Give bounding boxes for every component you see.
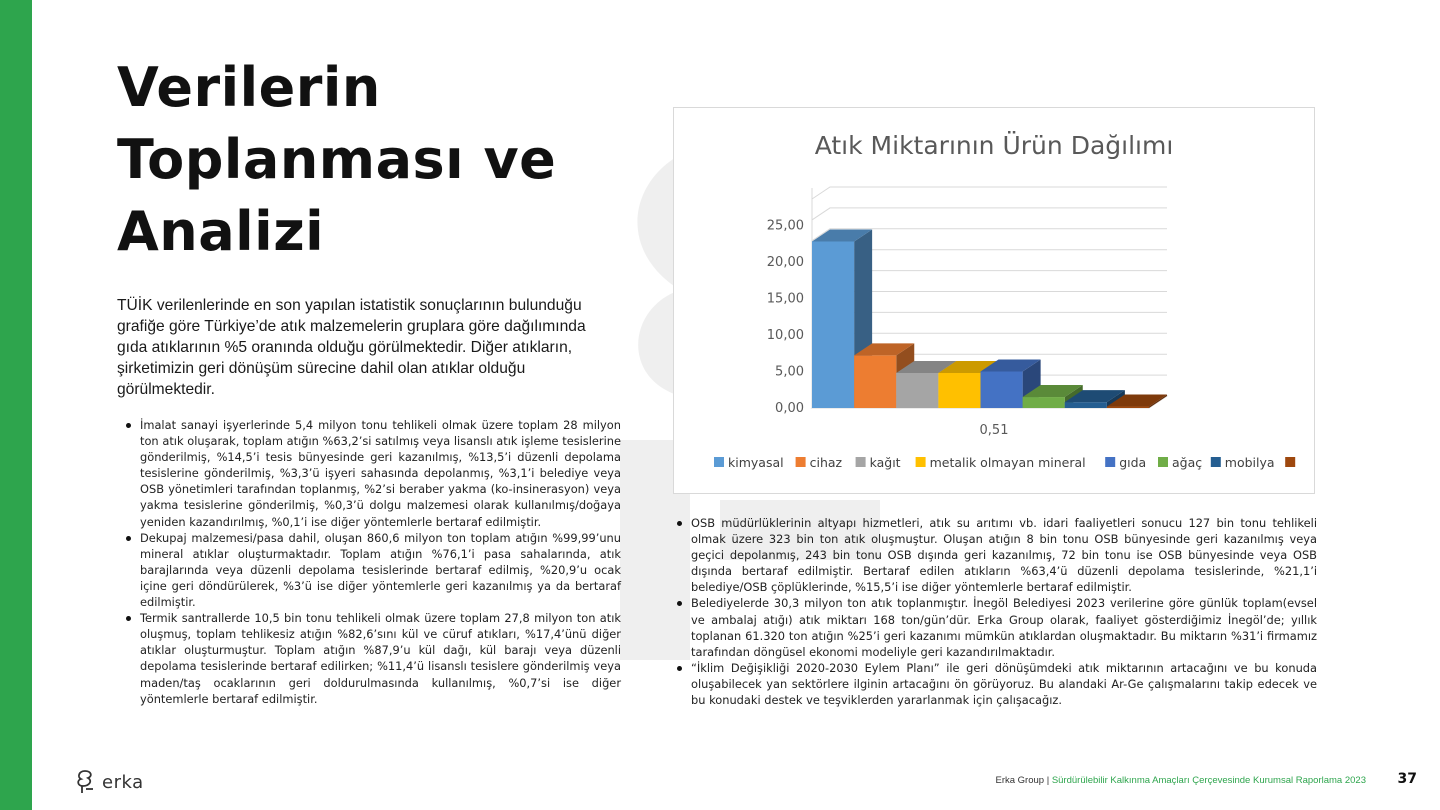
chart-title: Atık Miktarının Ürün Dağılımı <box>814 131 1174 160</box>
chart-y-tick-label: 15,00 <box>766 291 804 307</box>
legend-label: kimyasal <box>728 455 784 470</box>
title-line: Analizi <box>117 200 325 263</box>
chart-y-tick-label: 0,00 <box>775 401 804 416</box>
list-item: “İklim Değişikliği 2020-2030 Eylem Planı” ile geri dönüşümdeki atık miktarının artacağını ve bu konuda oluşabilecek yan sektörlere ilginin artacağını ön görüyoruz. Bu alandaki Ar-Ge çalışmalarını takip edecek ve bu konudaki destek ve teşviklerden yararlanmak için çalışacağız. <box>672 660 1317 708</box>
legend-swatch <box>1211 457 1221 467</box>
legend-label: gıda <box>1119 455 1147 470</box>
chart-bars <box>812 229 1167 408</box>
legend-swatch <box>856 457 866 467</box>
footer-logo-text: erka <box>102 771 144 793</box>
chart-legend <box>714 455 1295 470</box>
intro-paragraph: TÜİK verilenlerinde en son yapılan istatistik sonuçlarının bulunduğu grafiğe göre Türkiye’de atık malzemelerin gruplara göre dağılımında gıda atıklarının %5 oranında olduğu görülmektedir. Diğer atıkların, şirketimizin geri dönüşüm sürecine dahil olan atıklar olduğu görülmektedir. <box>117 297 586 398</box>
list-item: Termik santrallerde 10,5 bin tonu tehlikeli olmak üzere toplam 27,8 milyon ton atık oluşmuş, toplam tehlikesiz atığın %82,6’sını kül ve cüruf atıkları, %17,4’ünü diğer atıklar oluşturmuştur. Toplam atığın %87,9’u kül dağı, kül barajı veya düzenli depolama tesislerinde bertaraf edilirken; %11,4’ü lisanslı tesislere gönderilmiş veya maden/taş ocaklarının geri doldurulmasında kullanılmış, %0,7’si ise diğer yöntemlerle bertaraf edilmiştir. <box>121 610 621 707</box>
chart-bar <box>1023 397 1065 408</box>
legend-label: mobilya <box>1224 455 1275 470</box>
title-line: Verilerin <box>117 56 381 119</box>
chart-y-tick-label: 5,00 <box>775 364 804 380</box>
page-number: 37 <box>1397 771 1417 787</box>
legend-label: ağaç <box>1172 455 1203 470</box>
chart-y-tick-label: 10,00 <box>766 327 804 343</box>
left-bullet-list <box>121 417 621 707</box>
footer-caption <box>995 775 1366 786</box>
chart-gridline <box>812 208 1167 220</box>
chart-bar <box>1107 407 1149 408</box>
chart-gridline <box>812 187 1167 199</box>
chart-bar <box>981 371 1023 408</box>
chart-bar <box>896 373 938 408</box>
title-line: Toplanması ve <box>117 128 557 191</box>
chart-bar <box>854 355 896 408</box>
legend-label: metalik olmayan mineral <box>929 455 1086 470</box>
footer-separator: | <box>1046 775 1050 786</box>
erka-logo-icon <box>72 769 98 795</box>
chart-y-axis <box>767 218 804 416</box>
legend-label: cihaz <box>809 455 843 470</box>
chart-y-tick-label: 25,00 <box>766 218 804 234</box>
legend-swatch <box>796 457 806 467</box>
side-accent-bar <box>0 0 32 810</box>
chart-canvas <box>674 108 1314 493</box>
list-item: İmalat sanayi işyerlerinde 5,4 milyon tonu tehlikeli olmak üzere toplam 28 milyon ton atık oluşarak, toplam atığın %63,2’si satılmış veya lisanslı atık işleme tesislerine gönderilmiş, %14,5’i tesis bünyesinde geri kazanılmış, %13,5’i düzenli depolama tesislerine gönderilmiş, %3,3’ü işyeri sahasında depolanmış, %3,1’i belediye veya OSB yönetimleri tarafından toplanmış, %2’si beraber yakma (ko-insinerasyon) veya yakma tesislerine gönderilmiş, %0,3’ü dolgu malzemesi olarak kullanılmış/doğaya yeniden kazandırılmış, %0,1’i ise diğer yöntemlerle bertaraf edilmiştir. <box>121 417 621 530</box>
chart-bar <box>1065 402 1107 408</box>
waste-distribution-chart <box>673 107 1315 494</box>
page-title <box>117 52 637 268</box>
chart-y-tick-label: 20,00 <box>766 254 804 270</box>
chart-bar <box>812 241 854 408</box>
legend-swatch <box>1285 457 1295 467</box>
footer-company: Erka Group <box>995 775 1045 786</box>
list-item: OSB müdürlüklerinin altyapı hizmetleri, atık su arıtımı vb. idari faaliyetleri sonucu 127 bin tonu tehlikeli olmak üzere 323 bin ton atık oluşmuştur. Oluşan atığın 8 bin tonu OSB bünyesinde geri kazanılmış veya geçici depolanmış, 243 bin tonu OSB dışında geri kazanılmış, 72 bin tonu ise OSB bünyesinde veya OSB dışında bertaraf edilmiştir. Bertaraf edilen atıkların %63,4’ü düzenli depolama tesislerinde, %21,1’i belediye/OSB çöplüklerinde, %15,5’i ise diğer yöntemlerle bertaraf edilmiştir. <box>672 515 1317 595</box>
chart-x-tick-label: 0,51 <box>979 423 1009 438</box>
list-item: Belediyelerde 30,3 milyon ton atık toplanmıştır. İnegöl Belediyesi 2023 verilerine göre günlük toplam(evsel ve ambalaj atığı) atık miktarı 168 ton/gün’dür. Erka Group olarak, faaliyet gösterdiğimiz İnegöl’de; yıllık toplanan 61.320 ton atığın %25’i geri kazanımı mümkün atıklardan oluşmaktadır. Bu miktarın %31’i firmamız tarafından döngüsel ekonomi modeliyle geri kazandırılmaktadır. <box>672 595 1317 659</box>
chart-bar <box>938 373 980 408</box>
legend-swatch <box>714 457 724 467</box>
legend-swatch <box>916 457 926 467</box>
right-bullet-list <box>672 515 1317 708</box>
list-item: Dekupaj malzemesi/pasa dahil, oluşan 860,6 milyon ton toplam atığın %99,99’unu mineral atıklar oluşturmaktadır. Toplam atığın %76,1’i pasa sahalarında, atık barajlarında veya düzenli depolama tesislerinde bertaraf edilmiş, %20,9’u ocak içine geri döndürülerek, %3’ü ise diğer yöntemlerle geri kazanılmış ya da bertaraf edilmiştir. <box>121 530 621 610</box>
footer-logo <box>72 768 144 796</box>
footer-report-title: Sürdürülebilir Kalkınma Amaçları Çerçevesinde Kurumsal Raporlama 2023 <box>1051 775 1366 786</box>
legend-swatch <box>1158 457 1168 467</box>
legend-swatch <box>1105 457 1115 467</box>
legend-label: kağıt <box>869 455 901 470</box>
